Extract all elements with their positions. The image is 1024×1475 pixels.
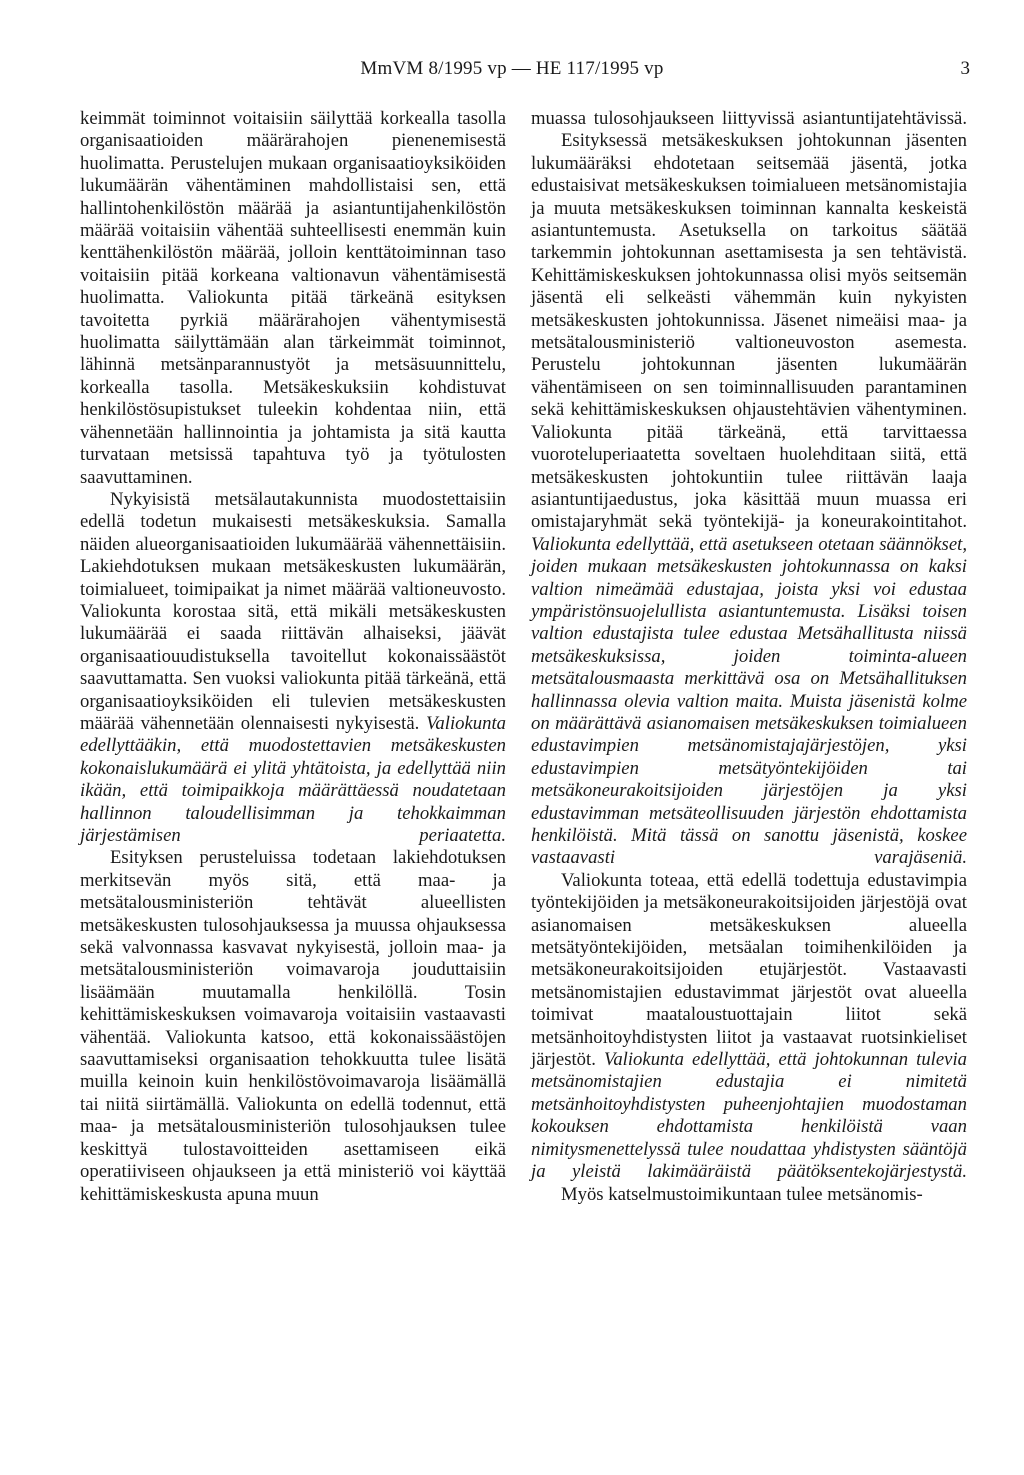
paragraph xyxy=(531,870,967,1184)
paragraph-text: Esityksen perusteluissa todetaan lakiehdotuksen merkitsevän myös sitä, että maa- ja metsätalousministeriön tehtävät alueellisten metsäkeskusten tulosohjauksessa ja muussa ohjauksessa sekä valvonnassa kasvavat nykyisestä, jolloin maa- ja metsätalousministeriön voimavaroja jouduttaisiin lisäämään muutamalla henkilöllä. Tosin kehittämiskeskuksen voimavaroja voitaisiin vastaavasti vähentää. Valiokunta katsoo, että kokonaissäästöjen saavuttamiseksi organisaation tehokkuutta tulee lisätä muilla keinoin kuin henkilöstövoimavaroja lisäämällä tai niitä siirtämällä. Valiokunta on edellä todennut, että maa- ja metsätalousministeriön tulosohjauksen tulee keskittyä tulostavoitteiden asettamiseen eikä operatiiviseen ohjaukseen ja että ministeriö voi käyttää kehittämiskeskusta apuna muun xyxy=(80,847,506,1205)
page-number: 3 xyxy=(960,58,970,79)
paragraph xyxy=(531,1184,967,1206)
left-text-column xyxy=(80,108,506,1206)
paragraph-italic-text: Valiokunta edellyttääkin, että muodostettavien metsäkeskusten kokonaislukumäärä ei ylitä yhtätoista, ja edellyttää niin ikään, että toimipaikkoja määrättäessä noudatetaan hallinnon taloudellisimman ja tehokkaimman järjestämisen periaatetta. xyxy=(80,712,506,846)
paragraph-italic-text: Valiokunta edellyttää, että asetukseen otetaan säännökset, joiden mukaan metsäkeskusten johtokunnassa on kaksi valtion nimeämää edustajaa, joista yksi voi edustaa ympäristönsuojelullista asiantuntemusta. Lisäksi toisen valtion edustajista tulee edustaa Metsähallitusta niissä metsäkeskuksissa, joiden toiminta-alueen metsätalousmaasta merkittävä osa on Metsähallituksen hallinnassa olevia valtion maita. Muista jäsenistä kolme on määrättävä asianomaisen metsäkeskuksen toimialueen edustavimpien metsänomistajajärjestöjen, yksi edustavimpien metsätyöntekijöiden tai metsäkoneurakoitsijoiden järjestöjen ja yksi edustavimman metsäteollisuuden järjestön ehdottamista henkilöistä. Mitä tässä on sanottu jäsenistä, koskee vastaavasti varajäseniä. xyxy=(531,533,967,869)
paragraph xyxy=(531,130,967,869)
paragraph-text: muassa tulosohjaukseen liittyvissä asiantuntijatehtävissä. xyxy=(531,108,967,129)
page-header xyxy=(0,58,1024,92)
paragraph-text: Esityksessä metsäkeskuksen johtokunnan jäsenten lukumääräksi ehdotetaan seitsemää jäsentä, jotka edustaisivat metsäkeskuksen toimialueen metsänomistajia ja muuta metsäkeskuksen toiminnan kannalta keskeistä asiantuntemusta. Asetuksella on tarkoitus säätää tarkemmin johtokunnan asettamisesta ja sen tehtävistä. Kehittämiskeskuksen johtokunnassa olisi myös seitsemän jäsentä eli selkeästi vähemmän kuin nykyisten metsäkeskusten johtokunnissa. Jäsenet nimeäisi maa- ja metsätalousministeriö valtioneuvoston asemesta. Perustelu johtokunnan jäsenten lukumäärän vähentämiseen on sen toiminnallisuuden parantaminen sekä kehittämiskeskuksen ohjaustehtävien vähentyminen. Valiokunta pitää tärkeänä, että tarvittaessa vuoroteluperiaatetta soveltaen huolehditaan siitä, että metsäkeskusten johtokuntiin tulee riittävän laaja asiantuntijaedustus, joka käsittää muun muassa eri omistajaryhmät sekä työntekijä- ja koneurakointitahot. xyxy=(531,130,967,533)
paragraph-text: Myös katselmustoimikuntaan tulee metsänomis- xyxy=(561,1183,923,1205)
paragraph-text: Nykyisistä metsälautakunnista muodostettaisiin edellä todetun mukaisesti metsäkeskuksia. Samalla näiden alueorganisaatioiden lukumäärää vähennettäisiin. Lakiehdotuksen mukaan metsäkeskusten lukumäärän, toimialueet, toimipaikat ja nimet määrää valtioneuvosto. Valiokunta korostaa sitä, että mikäli metsäkeskusten lukumäärää ei saada riittävän alhaiseksi, jäävät organisaatiouudistuksella tavoitellut kokonaissäästöt saavuttamatta. Sen vuoksi valiokunta pitää tärkeänä, että organisaatioyksiköiden eli tulevien metsäkeskusten määrää vähennetään olennaisesti nykyisestä. xyxy=(80,488,506,734)
paragraph-text: Valiokunta toteaa, että edellä todettuja edustavimpia työntekijöiden ja metsäkoneurakoitsijoiden järjestöjä ovat asianomaisen metsäkeskuksen alueella metsätyöntekijöiden, metsäalan toimihenkilöiden ja metsäkoneurakoitsijoiden etujärjestöt. Vastaavasti metsänomistajien edustavimmat järjestöt ovat alueella toimivat maataloustuottajain liitot sekä metsänhoitoyhdistysten liitot ja vastaavat ruotsinkieliset järjestöt. xyxy=(531,869,967,1071)
paragraph-text: keimmät toiminnot voitaisiin säilyttää korkealla tasolla organisaatioiden määrärahojen pienenemisestä huolimatta. Perustelujen mukaan organisaatioyksiköiden lukumäärän vähentäminen mahdollistaisi sen, että hallintohenkilöstön määrää ja asiantuntijahenkilöstön määrää voitaisiin vähentää suhteellisesti enemmän kuin kenttähenkilöstön määrää, jolloin kenttätoiminnan taso voitaisiin pitää korkeana valtionavun vähentämisestä huolimatta. Valiokunta pitää tärkeänä esityksen tavoitetta pyrkiä määrärahojen vähentymisestä huolimatta säilyttämään alan tärkeimmät toiminnot, lähinnä metsänparannustyöt ja metsäsuunnittelu, korkealla tasolla. Metsäkeskuksiin kohdistuvat henkilöstösupistukset tuleekin kohdentaa niin, että vähennetään hallinnointia ja johtamista ja sitä kautta turvataan metsissä tapahtuva työ ja työtulosten saavuttaminen. xyxy=(80,108,506,488)
running-header-title: MmVM 8/1995 vp — HE 117/1995 vp xyxy=(360,58,664,79)
right-text-column xyxy=(531,108,967,1206)
paragraph xyxy=(531,108,967,130)
paragraph xyxy=(80,489,506,848)
paragraph-italic-text: Valiokunta edellyttää, että johtokunnan tulevia metsänomistajien edustajia ei nimitetä metsänhoitoyhdistysten puheenjohtajien muodostaman kokouksen ehdottamista henkilöistä vaan nimitysmenettelyssä tulee noudattaa yhdistysten sääntöjä ja yleistä lakimääräistä päätöksentekojärjestystä. xyxy=(531,1049,967,1183)
paragraph xyxy=(80,108,506,489)
paragraph xyxy=(80,847,506,1206)
